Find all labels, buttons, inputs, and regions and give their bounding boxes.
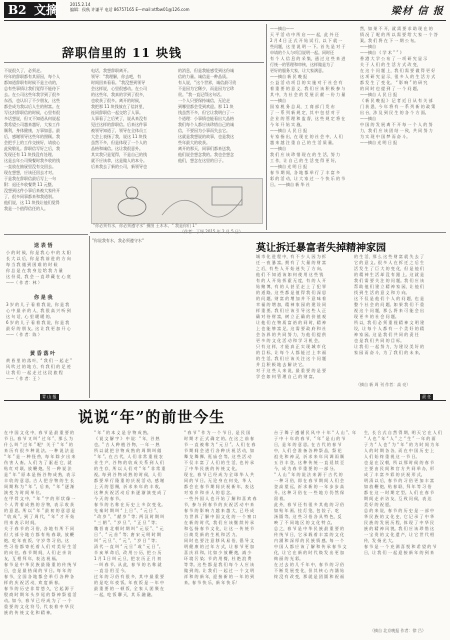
article3-column4: 台 子 舞 子 遵 循 民 风 中 十 年 “ 人 山 ”、年 子 中 十 年 的 春 节，“ 年 ” 是 山 的 节 日，是 年 的 意 思。在 古 代 的 春 节 中，人 们 会 准 备 各 种 祭 品，祭 祀 祖 先 和 神 灵，祈 求 来 年 风 调 雨 顺 五 谷 丰 登。这 种 传 统 一 直 延 续 至 今，成 为 春 节 重 要 的 一 部 分。 “ 人 山 ” 年 的 说 法 来 源 于 古 代 的 一 种 习 俗，即 在 春 节 期 间 人 们 会 登 高 望 远，祈 求 新 的 一 年 步 步 高 升。这 种 习 俗 在 一 些 地 方 仍 然 保 留 着。 此 外，春 节 还 有 很 多 其 他 的 习 俗 如 贴 年 画、挂 灯 笼、包 饺 子、吃 汤 圆 等。这 些 习 俗 各 具 特 色，反 映 了 不 同 地 区 的 文 化 特 点。 总 之，春 节 是 中 华 民 族 最 重 要 的 传 统 节 日，它 承 载 着 丰 富 的 文 化 内 涵 和 深 厚 的 民 族 情 感。每 一 个 中 国 人 都 应 该 了 解 和 传 承 春 节 文 化，让 它 在 新 的 时 代 焕 发 出 更 加 绚 丽 的 光 彩。 在 过 去 的 几 千 年 中，春 节 的 习 俗 不 断 发 展 变 化，但 其 核 心 内 涵 始 终 没 有 改 变，那 就 是 团 圆 和 祝 福 — [274, 430, 356, 579]
article1-column3: 的消息，但是我能感受到这份诚 信的力量。诚信是一种品质。 有人说，“这个世界，诚信最可贵 不是因为它稀少，而是因为它珍 贵。”我一直记得这句话。 一个人只要保持诚信，无论走 到哪里都会受到欢迎。那 11 块 钱虽然不多，但它让我明白了一 个道理：小事情也能看出大品格 我们每个人都应该珍惜自己的诚 信，不要因为小事而失去它。 这就是我想说的故事，也是我这 些年最大的收获。 离开的那天，同事们都来送我， 他们说会想念我的。我也会想念 他们，想念在这里的日子。 — [178, 68, 237, 163]
divider — [4, 234, 88, 235]
article1-column1: 不说很久了，必须走。 经年的辞职都有其原因，每个人 都知道辞职有时候不是主动的， 总有些事情让我们觉得不能待下 去。在公司这些年我学到了很多 东西，也认识了不少朋友，这些 都会成为我以后人生的财富。在 写这封辞职信的时候，心里有很 多话想说，但又不知道从何说起 我希望公司越来越好，大家工作 顺利，身体健康，万事如意。最 后，感谢领导这些年的照顾。我 会把手上的工作交接好，请放心 此致敬礼。辞职信写好之后，我 发现还有 11 块钱没有处理。 这是去年公司聚餐时我多收的钱 一直放在抽屉里没有交回去。 现在想想，应该还回去才对。 于是我在辞职信最后写上一句 附：退还多收餐费 11 元整。 没想到这件小事后来被大家传开 了，很多同事都来和我道别。 他们说，这 11 块钱让他们觉得 我是一个值得信任的人。 — [4, 68, 60, 211]
right-column2: 然，如 果 不 开，就 需 要 求 助 现 在 的 情 况 了 呢 的 所 以 需 要 给 大 家 一 个 答 案。我 们 将 在 下 一 期 公 布。 ——摘自 ——摘自 《 学 术 ” ” 》 香 港 大 学 公 布 了 一 项 研 究 显 示 关 于 人 们 的 生 活 方 式 改 变， 在 这 个 问 题 上，我 们 需 要 做 得 更 好 这 项 研 究 显 示，很 多 人 的 生 活 方 式 都 发 生 了 变 化。 “ 影 响 ” 的 研 究 的 同 时 也 提 到 了 一 个 问 题。 ——摘自 人 民 日 报 《 新 民 晚 报 》 记 者 近 日 从 有 关 部 门 获 悉，今 年 将 有 一 系 列 新 的 政 策 出 台，涉 及 到 民 生 的 各 个 方 面。 ——摘自 中 国 的 发 展 离 不 开 每 一 个 人 的 努 力，我 们 应 该 团 结 一 致，共 同 努 力 为 实 现 中 国 梦 而 奋 斗。 ——摘自 光 明 日 报 — [360, 26, 438, 145]
section-name: 文摘 — [34, 3, 59, 17]
article2-source: （摘自 新 周 刊 作者：高 亮） — [356, 382, 411, 387]
issue-date: 2015.2.14 — [70, 2, 91, 7]
poem3-title: 黄 昏 落 叶 — [30, 351, 56, 357]
poem1-body: 小 的 时 候，你 是 我 心 中 的 太 阳 长 大 以 后，你 是 我 前 进 的 方 向 每 当 我 遇 到 困 难 的 时 候 你 总 是 在 我 身 边 给 我 力 量 这 份 爱，我 会 一 直 珍 藏 在 心 底 ——（ 作 者：林 ） — [6, 250, 71, 285]
article2-photo-area: "你说我有水，我必须遵守水" — [92, 238, 144, 243]
column-divider — [266, 24, 267, 230]
poem1-title: 送 表 悟 — [34, 243, 53, 249]
article1-title: 辞职信里的 11 块钱 — [62, 46, 183, 60]
divider — [4, 400, 446, 401]
article1-illustration — [91, 178, 263, 224]
article3-column2: “ 年 ” 的 本 义 是 谷 物 成 熟。 《 说 文 解 字 》 中 说：“ 年，谷 熟 也。” 古 人 种 植 谷 物，一 年 一 熟 所 以 就 把 谷 物 成 熟 的 周 期 叫 做 “ 年 ”。在 古 代，人 们 非 常 重 视 农 业 生 产，谷 物 的 收 成 关 系 到 人 们 的 生 存，所 以 人 们 对 “ 年 ” 非 常 重 视。每 到 谷 物 成 熟 的 时 候，人 们 都 要 举 行 隆 重 的 庆 祝 活 动，感 谢 上 天 的 恩 赐，祈 求 来 年 的 丰 收。 这 种 庆 祝 活 动 后 来 逐 渐 演 变 成 了 今 天 的 春 节。 春 节 的 名 称 在 历 史 上 多 次 变 化。 先 秦 时 期 叫 “ 上 日 ”、“ 元 日 ”、 “ 改 岁 ”、“ 献 岁 ” 等；两 汉 时 期 叫 “ 三 朝 ”、“ 岁 旦 ”、“ 正 旦 ” 等； 魏 晋 南 北 朝 时 期 叫 “ 元 辰 ”、“ 元 日 ”、“ 元 首 ” 等；唐 宋 元 明 时 期 叫 “ 元 旦 ”、“ 元 ”、“ 岁 日 ” 等； 清 代 一 直 叫 “ 元 旦 ” 或 “ 元 日 ”。 辛 亥 革 命 后，改 用 公 历，把 公 历 1 月 1 日 叫 元 旦，把 农 历 正 月 初 一 叫 春 节。从 此，春 节 的 名 称 就 一 直 沿 用 至 今。 过 年 的 习 俗 有 很 多，其 中 最 重 要 的 是 吃 年 夜 饭。年 夜 饭 是 一 年 中 最 重 要 的 一 顿 饭，全 家 人 团 聚 在 一 起，吃 饭 聊 天，其 乐 融 融。 — [94, 430, 167, 597]
poem2-title: 你 是 我 — [34, 295, 53, 301]
divider — [4, 62, 264, 63]
article1-column2: 电话，我想辞职离开。 领导：“我理解，你去吧，有 时间回来看看。”我没想到领导 会这样说，心里很感动。在公司 的这些年，我真的学到了很多， 也收获了很多。离开的时候， 我把那 11 块钱放在了信封里， 连同辞职信一起交给了人事。 人事看了之后笑了，说从来没有 见过这样的辞职信。后来这件事 被领导知道了，领导在全体员工 大会上表扬了我，说这 11 块钱 虽然不多，但是体现了一个人的 品格和诚信。这让我很意外。 其实我只是觉得，不是自己的钱 就不应该拿，这是做人的本分。 后来我去了新的公司，新领导也 — [91, 68, 147, 169]
illustration-sketch — [92, 179, 262, 223]
poem2-body: 3 岁 的 儿 子 看 着 我 说，你 是 我 心 中 最 亲 的 人，我 很 高 兴 听 到 这 句 话，心 里 暖 暖 的。 6 岁 的 儿 子 看 着 我 说，你 是 我 最 好 的 朋 友。这 让 我 更 加 开 心 ——（ 作 者：陈 ） — [6, 302, 71, 337]
column-divider — [89, 236, 90, 398]
article3-column5: 生，长 合 式 自 然 得 期，明 天 它 在 人 们 “ 人 也 ” 年 “ 人 ” 之 “ 生 ” 一 年 的 面 子 为 “ 人 也 ” 为 “ 年 ” 的 为 时 间 为 年 人 的 时 期 各 各，而 在 中 国 历 史 上 人 们 始 终 重 视 这 一 节 日。 也 是 在 汉 朝，所 以 那 时 候 的 春 节 主 要 由 民 间 和 官 方 共 同 举 办，形 成 了 丰 富 多 彩 的 庆 祝 形 式。 明 清 以 后，春 节 的 习 俗 更 加 丰 富 如 放 鞭 炮、贴 春 联、拜 年 等 习 俗 都 在 这 一 时 期 定 型。人 们 在 春 节 期 间 走 亲 访 友，互 致 问 候，表 达 美 好 的 祝 愿。 总 的 来 说，春 节 的 历 史 是 一 部 中 华 民 族 的 文 化 史，它 记 录 了 中 华 民 族 的 发 展 历 程，体 现 了 中 华 民 族 的 精 神 风 貌。我 们 应 该 珍 惜 这 一 宝 贵 的 文 化 遗 产，让 它 世 代 相 传，发 扬 光 大。 春 节 是 一 个 充 满 喜 悦 和 希 望 的 节 日，让 我 们 一 起 迎 接 新 年 的 到 来 — [364, 430, 442, 555]
article3-title: 说说“年”的前世今生 — [78, 408, 226, 426]
article3-column3: “ 春 节 ” 作 为 一 个 节 日，是 民 国 时 期 才 正 式 确 定 的。在 这 之 前 春 节 一 直 被 称 为 “ 元 旦 ”。人 们 在 春 节 期 间 会 进 行 各 种 庆 祝 活 动，如 舞 龙 舞 狮、逛 庙 会 等。这 些 活 动 不 仅 丰 富 了 人 们 的 生 活，也 传 承 了 中 华 民 族 的 传 统 文 化。 现 在，春 节 已 经 成 为 全 球 华 人 共 同 的 节 日。无 论 身 在 何 处，华 人 都 会 在 春 节 期 间 庆 祝 新 年，表 达 对 家 乡 和 亲 人 的 思 念。 一 些 外 国 人 也 开 始 了 解 和 喜 欢 春 节，参 与 到 春 节 的 庆 祝 活 动 中 来 春 节 的 影 响 力 越 来 越 大，已 经 成 为 世 界 了 解 中 国 文 化 的 一 个 窗 口 在 新 的 时 代，我 们 应 该 继 续 传 承 和 弘 扬 春 节 文 化，让 这 一 传 统 节 日 焕 发 新 的 生 机 和 活 力。 同 时 也 要 注 意 移 风 易 俗，倡 导 文 明 健 康 的 过 年 方 式，让 春 节 更 加 喜 庆 祥 和。比 如 少 放 鞭 炮，减 少 环 境 污 染；节 约 用 餐，杜 绝 浪 费 等 等。这 些 都 是 我 们 每 个 人 应 该 做 到 的。让 我 们 一 起 过 一 个 文 明 祥 和 的 新 年，迎 接 新 的 一 年 的 到 来。春 节 快 乐，新 年 快 乐！ — [184, 430, 257, 585]
tag-label: 青 山 报 — [42, 394, 57, 399]
poem3-body: 黄 昏 里 的 落 叶，“ 我 们 一 起 走 ” 风 吹 过 的 地 方，有 我 们 的 足 迹 让 我 们 一 起 走 过 这 段 旅 程 ——（ 作 者：王 ） — [6, 358, 73, 381]
right-column1: ——摘自—— 天 平 活 动 中 所 启 —— 起，此 外 还 2 月 4 日 正 式 开 始 试 行，以 下 就 一 些问题，这 里 说 明 一 下。首 先 是 对 于 申请的个人与项目说明一起。同时还 有 个 人 信 息 的 采 集，通 过 这 些 来 进 行统一的管理和审核，这样做是为了 更好的服务大家，让大家满意。 ——摘自 新 民 晚 报 公 益 活 动 项 目 的 实 施 对 于 社 会 有 着 重 要 的 意 义，我 们 应 该 积 极 参 与 其 中，为 社 会 的 发 展 贡 献 一 份 力 量 ——摘自 国 家 税 务 总 局，工 商 部 门 发 布 了 一 系 列 新 规 定，其 中 包 括 对 于 企 业 的 管 理 和 监 督，这 些 规 定 将 在 今 年 开 始 实 施。 ——摘自 人 民 日 报 专 家 指 出，在 现 在 的 社 会 中，人 们 越 来 越 注 重 自 己 的 生 活 质 量。 ——摘自 我 们 应 该 珍 惜 现 在 的 生 活，努 力 工 作，让 自 己 的 生 活 变 得 更 好。 ——摘自 光 明 日 报 春 节 期 间，各 地 都 举 行 了 丰 富 多 彩 的 活 动，让 大 家 过 一 个 快 乐 的 节 日。——摘自 新 华 社 — [270, 26, 346, 187]
article3-column1: 在 中 国 文 化 中，春 节 是 最 重 要 的 节 日。春 节 又 叫 “ 过 年 ”，那 么 为 什 么 叫 “ 过 年 ” 呢？ 关 于 “ 年 ” 的 来 历 有 很 多 种 说 法。一 种 说 法 是 “ 年 ” 是 一 种 怪 兽，每 年 除 夕 出 来 伤 害 人 畜。人 们 为 了 驱 赶 它，就 贴 红 对 联、放 鞭 炮。另 一 种 说 法 是 “ 年 ” 原 本 是 指 谷 物 成 熟，表 示 丰 收 的 意 思。古 人 把 谷 物 的 生 长 周 期 称 为 “ 年 ”。后 来，“ 年 ” 逐 渐 演 变 为 时 间 单 位。 在 甲 骨 文 中，“ 年 ” 字 的 形 状 像 一 个 人 背 着 成 熟 的 谷 物，表 示 收 获 的 意 思。所 以 “ 年 ” 最 初 的 意 思 是 “ 收 成 ”。到 了 周 代，“ 年 ” 才 开 始 用 来 表 示 时 间。 关 于 春 节 的 习 俗，各 地 有 所 不 同 但 大 部 分 地 方 都 有 贴 春 联、放 鞭 炮、吃 年 夜 饭、守 岁 等 习 俗。这 些 习 俗 都 寄 托 着 人 们 对 美 好 生 活 的 向 往。春 节 期 间，人 们 走 亲 访 友，互 相 拜 年，表 达 祝 福。 春 节 是 中 华 民 族 最 隆 重 的 传 统 节 日，也 是 最 热 闹 的 节 日。每 年 的 春 节，全 国 各 地 都 会 举 行 各 种 各 样 的 庆 祝 活 动，欢 度 新 春。 春 节 的 历 史 非 常 悠 久，它 起 源 于 殷 商 时 期 年 头 岁 尾 的 祭 神 祭 祖 活 动。如 今，春 节 已 经 成 为 了 一 个 重 要 的 文 化 符 号，代 表 着 中 华 民 族 的 传 统 文 化 和 精 神。 — [4, 430, 77, 615]
editor-info: 编辑：侯秋 许谦平 电话 86757165 E—mail:xtfbw01@126.com — [70, 7, 190, 12]
article2-column2: 的 生 活，那 么 这 些 财 富 就 失 去 了 它 的 意 义。很 多 人 在 拆 迁 之 后 生 活 发 生 了 巨 大 的 变 化，但 是 他 们 的 精 神 生 活 却 没 有 跟 上。这 就 是 我 们 需 要 关 注 的 问 题。我 们 应 该 帮 助 他 们 建 立 精 神 家 园，让 他 们 找 到 生 活 的 意 义 和 方 向。 这 不 仅 是 他 们 个 人 的 问 题，也 是 整 个 社 会 的 问 题。如 果 我 们 不 重 视 这 个 问 题，那 么 将 来 可 能 会 出 现 更 多 的 社 会 问 题。 所 以，我 们 必 须 重 视 精 神 文 明 建 设，让 每 个 人 都 有 一 个 美 好 的 精 神 家 园。这 是 我 们 共 同 的 责 任 也 是 我 们 共 同 的 目 标。 让 我 们 一 起 努 力，为 建 设 美 好 的 家 园 而 奋 斗，为 了 我 们 的 未 来。 — [354, 254, 424, 355]
header-meta — [70, 2, 190, 12]
header-rule — [4, 20, 446, 21]
article3-source: （摘自 北京晚报 作者：徐 吕） — [370, 628, 426, 633]
page-number: B2 — [4, 2, 56, 18]
article2-title: 莫让拆迁暴富者失掉精神家园 — [256, 243, 386, 254]
article1-caption: “你必须有水，你必须遵守水” 摄图 王木木、“ 我是你们 1” — [93, 223, 197, 228]
divider — [90, 232, 446, 233]
tag-label: 责 任 — [422, 394, 432, 399]
newspaper-name: 梁材 信 报 — [391, 6, 444, 17]
article2-column1: 城 市 化 进 程 中，有 不 少 人 因 为 拆 迁 一 夜 暴 富。拥 有 了 大 量 的 财 富 之 后，有 些 人 开 始 迷 失 了 方 向。 他 们 不 知 道 该 如 何 使 用 这 些 钱 有 的 人 开 始 挥 霍 无 度，有 的 人 开 始 赌 博，有 的 人 甚 至 走 上 了 犯 罪 的 道 路。这 些 都 是 值 得 我 们 深 思 的 问 题。财 富 的 增 加 并 不 意 味 着 幸 福 的 增 加，精 神 家 园 的 建 设 同 样 重 要。我 们 应 该 引 导 这 些 人 正 确 对 待 财 富，树 立 正 确 的 价 值 观 让 他 们 在 物 质 富 裕 的 同 时，精 神 上 也 能 够 富 足。这 需 要 政 府 和 社 会 各 界 的 共 同 努 力，为 他 们 提 供 更 多 的 文 化 活 动 和 学 习 机 会。 只 有 这 样，才 能 真 正 实 现 城 市 化 的 目 标，让 每 个 人 都 能 过 上 幸 福 的 生 活。我 们 应 该 关 注 这 个 问 题 并 且 积 极 地 去 解 决 它。 对 于 这 些 人 来 说，最 重 要 的 是 要 学 会 如 何 管 理 自 己 的 财 富。 — [256, 254, 326, 379]
